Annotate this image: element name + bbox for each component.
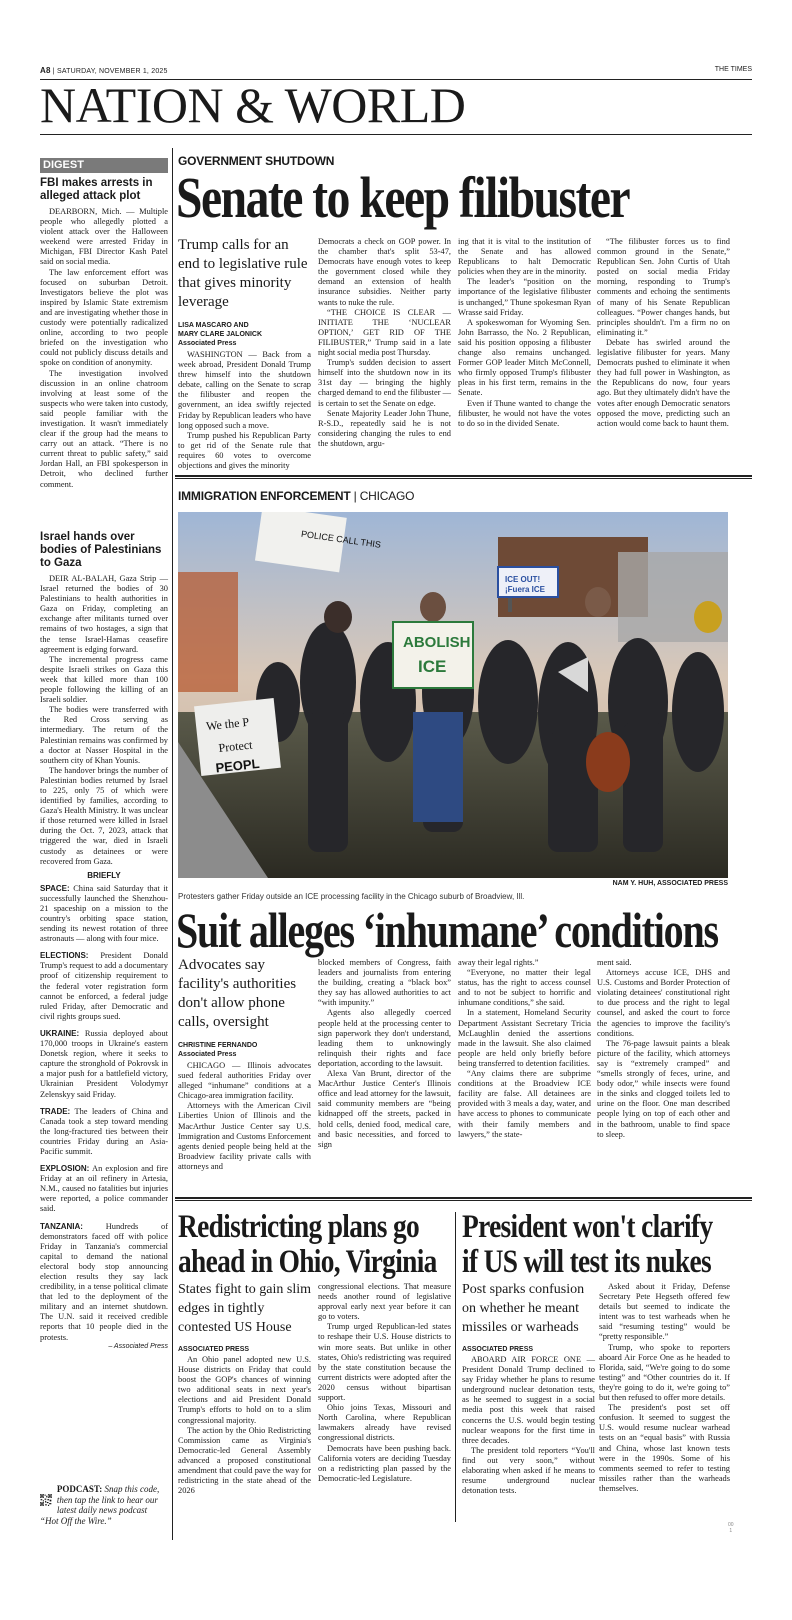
redistricting-headline <box>178 1210 490 1280</box>
article-body <box>178 350 311 471</box>
digest-story-body <box>40 574 168 867</box>
lead-kicker: GOVERNMENT SHUTDOWN <box>178 154 335 168</box>
svg-text:ABOLISH: ABOLISH <box>403 634 471 651</box>
mark-bottom: 1 <box>729 1528 733 1534</box>
nukes-column-1 <box>462 1280 595 1496</box>
immigration-byline <box>178 1041 311 1059</box>
wire-service: Associated Press <box>178 340 237 347</box>
section-divider <box>175 1197 752 1201</box>
paragraph: Agents also allegedly coerced people held at the processing center to sign paperwork they don't understand, leading them to unknowingly relinquish their rights and face deportation, according to the lawsuit. <box>318 1008 451 1068</box>
article-body <box>178 1061 311 1172</box>
headline-line: Redistricting plans go <box>178 1209 420 1245</box>
immigration-deck: Advocates say facility's authorities don't allow phone calls, oversight <box>178 957 297 1030</box>
paragraph: Asked about it Friday, Defense Secretary Pete Hegseth offered few details but seemed to indicate the intent was to test warheads when he said “resuming testing” would be “pretty responsible.” <box>599 1282 730 1342</box>
immigration-column-1 <box>178 956 311 1172</box>
brief-item <box>40 1029 168 1100</box>
paragraph: Senate Majority Leader John Thune, R-S.D., repeatedly said he is not considering changing the rules to end the shutdown, argu- <box>318 408 451 448</box>
briefly-list <box>40 884 168 1343</box>
paragraph: WASHINGTON — Back from a week abroad, President Donald Trump threw himself into the shutdown debate, calling on the Senate to scrap the filibuster and reopen the government, an idea swiftly rejected Friday by Republican leaders who have long opposed such a move. <box>178 350 311 430</box>
redistricting-column-1 <box>178 1280 311 1496</box>
podcast-description: Snap this code, then tap the link to hear our latest daily news podcast <box>56 1484 160 1515</box>
issue-date: SATURDAY, NOVEMBER 1, 2025 <box>56 68 168 75</box>
svg-text:ICE OUT!: ICE OUT! <box>505 575 541 584</box>
immigration-kicker <box>178 489 414 503</box>
protest-photo[interactable] <box>178 512 728 878</box>
podcast-label: PODCAST: <box>56 1484 103 1494</box>
paragraph: Attorneys accuse ICE, DHS and U.S. Customs and Border Protection of violating detainees' constitutional right to due process and the right to legal counsel, and asked the court to force the agencies to improve the facility's conditions. <box>597 968 730 1038</box>
nukes-column-2 <box>599 1282 730 1494</box>
podcast-text <box>57 1484 168 1516</box>
brief-item <box>40 1222 168 1343</box>
brief-text: An explosion and fire Friday at an oil refinery in Artesia, N.M., caused no fatalities but injuries were reported, a police commander said. <box>40 1164 168 1214</box>
folio <box>40 66 168 75</box>
digest-story-gaza <box>40 531 168 1350</box>
brief-tag: EXPLOSION: <box>40 1164 90 1174</box>
paragraph: Debate has swirled around the legislative filibuster for years. Many Democrats pushed to eliminate it when they had full power in Washington, as the Republicans do now, four years ago. But they ultimately didn't have the votes after enough Democratic senators opposed the move, predicting such an action would come back to haunt them. <box>597 337 730 428</box>
redistricting-column-2 <box>318 1282 451 1484</box>
svg-text:ICE: ICE <box>418 657 447 676</box>
lead-deck: Trump calls for an end to legislative rule that gives minority leverage <box>178 237 308 310</box>
paragraph: The action by the Ohio Redistricting Commission came as Virginia's Democratic-led General Assembly advanced a proposed constitutional amendment that could pave the way for redistricting in the state ahead of the 2026 <box>178 1425 311 1496</box>
section-divider <box>175 475 752 479</box>
paragraph: The 76-page lawsuit paints a bleak picture of the facility, which attorneys say is “extremely cramped” and “smells strongly of feces, urine, and body odor,” while insects were found in the sinks and clogged toilets led to urine on the floor. One man described people lying on top of each other and in the bathroom, unable to find space to sleep. <box>597 1038 730 1139</box>
article-body <box>178 1355 311 1496</box>
paragraph: ABOARD AIR FORCE ONE — President Donald Trump declined to say Friday whether he plans to resume underground nuclear detonation tests, as he seemed to suggest in a social media post this week that raised concerns the U.S. would begin testing nuclear weapons for the first time in three decades. <box>462 1355 595 1445</box>
lead-column-2 <box>318 237 451 449</box>
paragraph: blocked members of Congress, faith leaders and journalists from entering the building, creating a “black box” they say has allowed authorities to act “with impunity.” <box>318 958 451 1008</box>
brief-item <box>40 884 168 945</box>
paragraph: Even if Thune wanted to change the filibuster, he would not have the votes to do so in the divided Senate. <box>458 398 591 428</box>
podcast-promo <box>40 1484 168 1527</box>
lead-headline: Senate to keep filibuster <box>176 165 630 230</box>
paragraph: DEIR AL-BALAH, Gaza Strip — Israel returned the bodies of 30 Palestinians to health authorities in Gaza on Friday, completing an exchange after militants turned over remains of two hostages, a sign that the tense Israel-Hamas ceasefire agreement is edging forward. <box>40 574 168 654</box>
nukes-deck: Post sparks confusion on whether he meant missiles or warheads <box>462 1282 585 1335</box>
svg-text:PEOPL: PEOPL <box>214 755 261 776</box>
paragraph: In a statement, Homeland Security Department Assistant Secretary Tricia McLaughlin denied the assertions made in the lawsuit. She also claimed people are held only briefly before being transferred to detention facilities. <box>458 1008 591 1068</box>
paragraph: Attorneys with the American Civil Liberties Union of Illinois and the MacArthur Justice Center say U.S. Immigration and Customs Enforcement agents denied people being held at the Broadview facility private calls with attorneys and <box>178 1101 311 1171</box>
lead-byline <box>178 321 311 348</box>
headline-line: ahead in Ohio, Virginia <box>178 1244 437 1280</box>
column-divider <box>172 148 173 1540</box>
paragraph: Democrats a check on GOP power. In the chamber that's split 53-47, Democrats have enough votes to keep the government closed while they demand an extension of health insurance subsidies. Neither party wants to nuke the rule. <box>318 237 451 307</box>
paper-name: THE TIMES <box>714 66 752 73</box>
paragraph: An Ohio panel adopted new U.S. House districts on Friday that could boost the GOP's chances of winning two additional seats in next year's elections and aid President Donald Trump's efforts to hold on to a slim congressional majority. <box>178 1355 311 1425</box>
folio-divider: | <box>52 68 57 75</box>
author: MARY CLARE JALONICK <box>178 331 263 338</box>
kicker-topic: IMMIGRATION ENFORCEMENT <box>178 489 351 503</box>
redistricting-deck: States fight to gain slim edges in tightly contested US House <box>178 1282 311 1335</box>
paragraph: Ohio joins Texas, Missouri and North Carolina, where Republican lawmakers already have revised congressional districts. <box>318 1403 451 1443</box>
podcast-row <box>40 1484 168 1516</box>
immigration-column-4 <box>597 958 730 1140</box>
paragraph: The law enforcement effort was focused on suburban Detroit. Investigators believe the plot was inspired by Islamic State extremism and are investigating whether those in custody were potentially radicalized online, according to two people briefed on the investigation who could not publicly discuss details and spoke on condition of anonymity. <box>40 267 168 368</box>
paragraph: The leader's “position on the importance of the legislative filibuster is unchanged,” Thune spokesman Ryan Wrasse said Friday. <box>458 277 591 317</box>
brief-item <box>40 1164 168 1214</box>
immigration-column-3 <box>458 958 591 1140</box>
wire-service: Associated Press <box>178 1051 237 1058</box>
briefly-label: BRIEFLY <box>87 870 121 880</box>
digest-headline: FBI makes arrests in alleged attack plot <box>40 177 153 202</box>
paragraph: A spokeswoman for Wyoming Sen. John Barrasso, the No. 2 Republican, said his position opposing a filibuster change also remains unchanged. Former GOP leader Mitch McConnell, who firmly opposed Trump's filibuster pleas in his first term, remains in the Senate. <box>458 317 591 398</box>
protest-scene-image <box>178 512 728 878</box>
paragraph: Alexa Van Brunt, director of the MacArthur Justice Center's Illinois office and lead attorney for the lawsuit, said community members are “being kidnapped off the streets, packed in hold cells, denied food, medical care, and basic necessities, and forced to sign <box>318 1069 451 1149</box>
masthead-rule-bottom <box>40 134 752 135</box>
kicker-location: CHICAGO <box>359 489 415 503</box>
paragraph: DEARBORN, Mich. — Multiple people who allegedly plotted a violent attack over the Halloween weekend were arrested Friday in Michigan, FBI Director Kash Patel said on social media. <box>40 207 168 267</box>
digest-story-fbi <box>40 177 168 490</box>
svg-text:Protect: Protect <box>217 737 254 756</box>
svg-text:We the P: We the P <box>205 714 250 734</box>
section-title: NATION & WORLD <box>40 77 466 133</box>
brief-text: Hundreds of demonstrators faced off with police Friday in Tanzania's commercial capital to demand the national electoral body stop announcing election results they say lack credibility, in a tense political climate that led to the deployment of the military and an internet shutdown. The U.N. said it received credible reports that 10 people died in the protests. <box>40 1221 168 1342</box>
paragraph: Trump, who spoke to reporters aboard Air Force One as he headed to Florida, said, “We're going to do some testing” and “Other countries do it. If they're going to do it, we're going to” but then refused to offer more details. <box>599 1342 730 1403</box>
nukes-byline: ASSOCIATED PRESS <box>462 1346 534 1353</box>
kicker-divider: | <box>350 489 360 503</box>
paragraph: Trump's sudden decision to assert himself into the shutdown now in its 31st day — bringing the highly charged demand to end the filibuster — is certain to set the Senate on edge. <box>318 358 451 408</box>
paragraph: ing that it is vital to the institution of the Senate and has allowed Republicans to halt Democratic policies when they are in the minority. <box>458 237 591 277</box>
paragraph: “Everyone, no matter their legal status, has the right to access counsel and to not be subject to horrific and inhumane conditions,” she said. <box>458 968 591 1008</box>
brief-text: China said Saturday that it successfully launched the Shenzhou-21 spaceship on a mission to the country's orbiting space station, sending its newest rotation of three astronauts — along with four mice. <box>40 883 168 944</box>
paragraph: Democrats have been pushing back. California voters are deciding Tuesday on a redistricting plan passed by the Democratic-led Legislature. <box>318 1443 451 1483</box>
paragraph: “THE CHOICE IS CLEAR — INITIATE THE ‘NUCLEAR OPTION,’ GET RID OF THE FILIBUSTER,” Trump said in a late night social media post Thursday. <box>318 307 451 358</box>
lead-column-4 <box>597 237 730 429</box>
digest-story-body <box>40 207 168 490</box>
brief-item <box>40 1107 168 1157</box>
svg-text:POLICE CALL THIS: POLICE CALL THIS <box>300 528 382 550</box>
paragraph: The handover brings the number of Palestinian bodies returned by Israel to 225, only 75 of which were identified by families, according to Gaza's Health Ministry. It was unclear if those returned were killed in Israel during the Oct. 7, 2023, attack that triggered the war, died in Israeli custody as detainees or were recovered from Gaza. <box>40 765 168 866</box>
brief-text: President Donald Trump's request to add a documentary proof of citizenship requirement to the federal voter registration form cannot be enforced, a federal judge ruled Friday, after Democratic and civil rights groups sued. <box>40 951 168 1021</box>
article-body <box>462 1355 595 1496</box>
story-divider <box>455 1212 456 1522</box>
svg-text:¡Fuera ICE: ¡Fuera ICE <box>505 585 546 594</box>
photo-credit: NAM Y. HUH, ASSOCIATED PRESS <box>612 880 728 887</box>
lead-column-3 <box>458 237 591 429</box>
headline-line: if US will test its nukes <box>462 1244 711 1280</box>
author: CHRISTINE FERNANDO <box>178 1042 258 1049</box>
paragraph: The bodies were transferred with the Red Cross serving as intermediary. The return of the Palestinian remains was confirmed by a doctor at Nasser Hospital in the southern city of Khan Younis. <box>40 705 168 765</box>
production-mark <box>728 1522 734 1534</box>
paragraph: away their legal rights.” <box>458 958 539 967</box>
brief-item <box>40 951 168 1022</box>
brief-tag: TANZANIA: <box>40 1221 83 1231</box>
paragraph: Trump urged Republican-led states to reshape their U.S. House districts to win more seats. But unlike in other states, Ohio's redistricting was required by the state constitution because the current districts were adopted after the 2020 census without bipartisan support. <box>318 1322 451 1403</box>
paragraph: congressional elections. That measure needs another round of legislative approval early next year before it can go to voters. <box>318 1282 451 1322</box>
brief-text: Russia deployed about 170,000 troops in Ukraine's eastern Donetsk region, where it seeks to capture the stronghold of Pokrovsk in a major push for a battlefield victory, Ukrainian President Volodymyr Zelenskyy said Friday. <box>40 1028 168 1099</box>
brief-tag: UKRAINE: <box>40 1028 80 1038</box>
briefly-credit: – Associated Press <box>108 1342 168 1350</box>
digest-label: DIGEST <box>40 158 168 173</box>
page-number: A8 <box>40 66 51 75</box>
lead-column-1 <box>178 236 311 471</box>
headline-line: President won't clarify <box>462 1209 713 1245</box>
paragraph: “The filibuster forces us to find common ground in the Senate,” Republican Sen. John Curtis of Utah posted on social media Friday morning, responding to Trump's comments and echoing the sentiments of many of his Senate Republican colleagues. “Power changes hands, but principles shouldn't. I'm a firm no on eliminating it.” <box>597 237 730 337</box>
paragraph: The incremental progress came despite Israeli strikes on Gaza this week that killed more than 100 people following the killing of an Israeli soldier. <box>40 654 168 705</box>
digest-headline: Israel hands over bodies of Palestinians to Gaza <box>40 531 162 569</box>
author: LISA MASCARO AND <box>178 322 249 329</box>
paragraph: The president's post set off confusion. It seemed to suggest the U.S. would resume nuclear warhead tests on an “equal basis” with Russia and China, whose last known tests were in the 1990s. Some of his comments seemed to refer to testing missiles rather than the warheads themselves. <box>599 1403 730 1493</box>
immigration-column-2 <box>318 958 451 1150</box>
brief-tag: SPACE: <box>40 883 70 893</box>
redistricting-byline: ASSOCIATED PRESS <box>178 1346 250 1353</box>
paragraph: The investigation involved discussion in an online chatroom involving at least some of the suspects who were taken into custody, said people familiar with the investigation. It wasn't immediately clear if the group had the means to carry out an attack. “There is no current threat to public safety,” said Jordan Hall, an FBI spokesperson in Detroit, who declined further comment. <box>40 368 168 489</box>
paragraph: “Any claims there are subprime conditions at the Broadview ICE facility are false. All detainees are provided with 3 meals a day, water, and have access to phones to communicate with their family members and lawyers,” the state- <box>458 1069 591 1139</box>
mark-top: 00 <box>728 1522 734 1528</box>
paragraph: ment said. <box>597 958 632 967</box>
podcast-title: “Hot Off the Wire.” <box>40 1516 112 1526</box>
brief-tag: TRADE: <box>40 1106 71 1116</box>
nukes-headline <box>462 1210 764 1280</box>
brief-text: The leaders of China and Canada took a step toward mending the long-fractured ties between their countries Friday during an Asia-Pacific summit. <box>40 1106 168 1156</box>
qr-code-icon[interactable] <box>40 1484 52 1516</box>
paragraph: Trump pushed his Republican Party to get rid of the Senate rule that requires 60 votes to overcome objections and gives the minority <box>178 430 311 471</box>
photo-caption: Protesters gather Friday outside an ICE processing facility in the Chicago suburb of Broadview, Ill. <box>178 892 525 901</box>
brief-tag: ELECTIONS: <box>40 951 89 961</box>
paragraph: The president told reporters “You'll find out very soon,” without elaborating when asked if he means to resume underground nuclear detonation tests. <box>462 1445 595 1496</box>
immigration-headline: Suit alleges ‘inhumane’ conditions <box>176 902 718 958</box>
paragraph: CHICAGO — Illinois advocates sued federal authorities Friday over alleged “inhumane” conditions at a Chicago-area immigration facility. <box>178 1061 311 1101</box>
